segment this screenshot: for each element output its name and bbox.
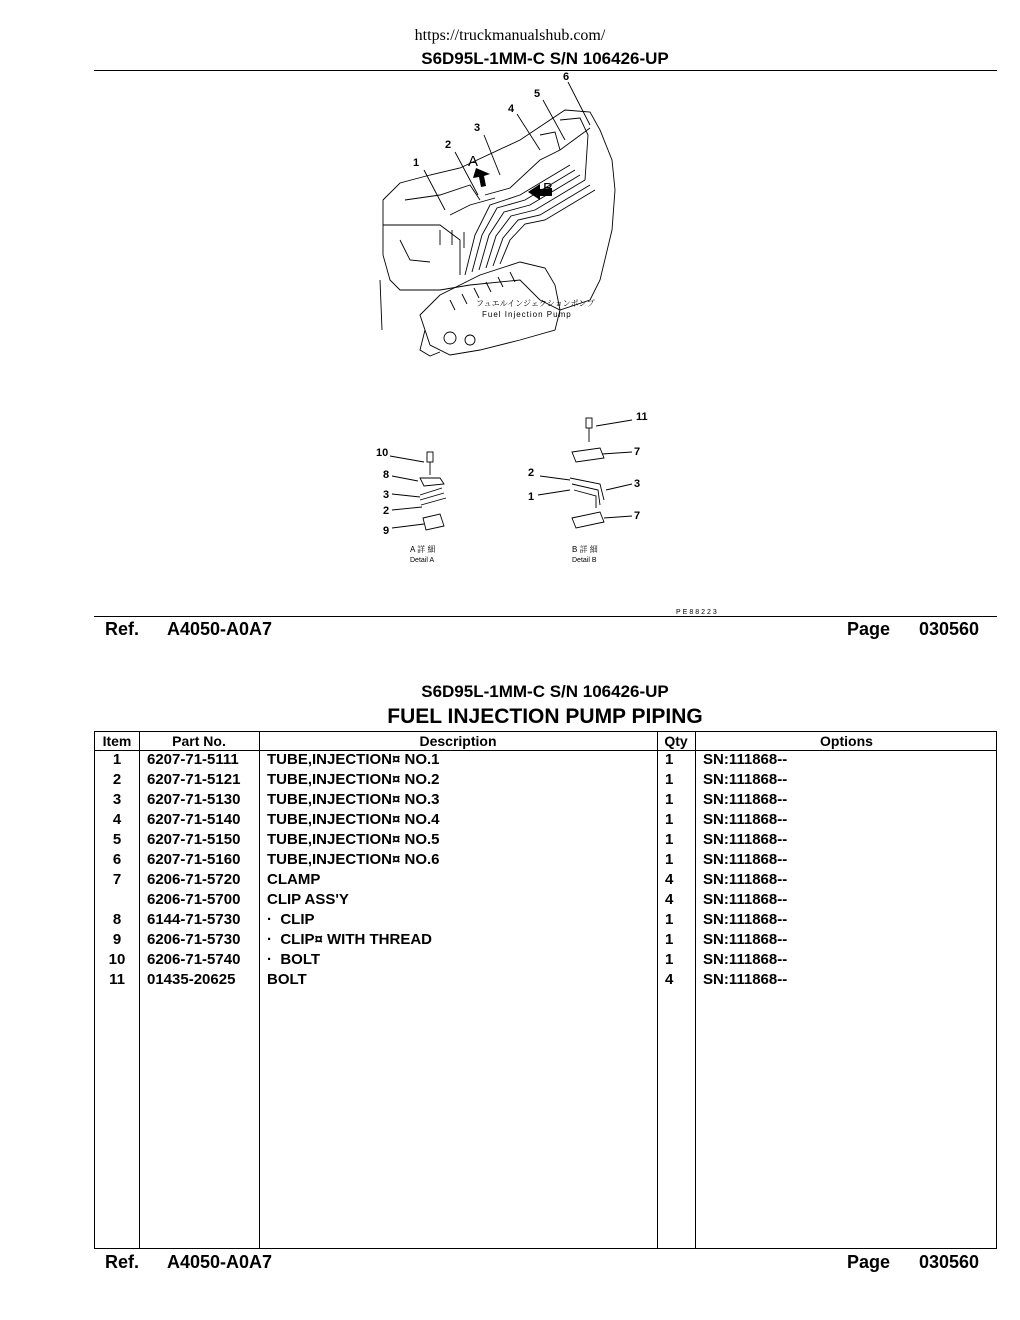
row-description: TUBE,INJECTION¤ NO.6: [267, 851, 440, 868]
section-title: FUEL INJECTION PUMP PIPING: [387, 705, 703, 728]
fuel-injection-pump: [420, 262, 560, 355]
row-options: SN:111868--: [703, 931, 788, 948]
row-options: SN:111868--: [703, 911, 788, 928]
row-qty: 4: [665, 871, 674, 888]
row-description: CLIP ASS'Y: [267, 891, 349, 908]
pump-label-jp: フュエルインジェクションポンプ: [476, 299, 595, 308]
row-part-no: 6207-71-5150: [147, 831, 241, 848]
row-item: 1: [112, 751, 122, 768]
row-qty: 4: [665, 891, 674, 908]
row-description: TUBE,INJECTION¤ NO.5: [267, 831, 440, 848]
table-row: [95, 831, 996, 851]
arrow-a-icon: [473, 168, 490, 187]
callout-4: 4: [508, 103, 515, 115]
row-item: 4: [112, 811, 122, 828]
row-options: SN:111868--: [703, 811, 788, 828]
callout-5: 5: [534, 88, 541, 100]
row-options: SN:111868--: [703, 751, 788, 768]
row-qty: 1: [665, 911, 674, 928]
source-url: https://truckmanualshub.com/: [414, 27, 606, 44]
footer2-page-label: Page: [847, 1252, 891, 1272]
col-header-qty: Qty: [664, 733, 688, 749]
table-row: [95, 951, 996, 971]
footer1-page-value: 030560: [919, 619, 980, 639]
detail-a-callout-9: 9: [383, 525, 390, 537]
detail-a-label-jp: A 詳 細: [410, 545, 436, 554]
table-row: [95, 751, 996, 771]
table-row: [95, 931, 996, 951]
row-part-no: 6206-71-5730: [147, 931, 241, 948]
row-description: TUBE,INJECTION¤ NO.4: [267, 811, 440, 828]
row-options: SN:111868--: [703, 771, 788, 788]
row-description: CLAMP: [267, 871, 321, 888]
row-qty: 1: [665, 771, 674, 788]
table-row: [95, 811, 996, 831]
pump-label-en: Fuel Injection Pump: [482, 310, 572, 319]
detail-b-label-jp: B 詳 細: [572, 545, 598, 554]
row-options: SN:111868--: [703, 871, 788, 888]
footer2-ref-label: Ref.: [105, 1252, 140, 1272]
col-header-options: Options: [820, 733, 873, 749]
table-row: [95, 851, 996, 871]
row-qty: 1: [665, 951, 674, 968]
detail-b-figure: [538, 418, 632, 528]
callout-2: 2: [445, 139, 452, 151]
section-model: S6D95L-1MM-C S/N 106426-UP: [421, 682, 669, 701]
col-header-desc: Description: [419, 733, 497, 749]
row-part-no: 6207-71-5140: [147, 811, 241, 828]
detail-a-figure: [390, 452, 446, 530]
row-part-no: 6206-71-5720: [147, 871, 241, 888]
footer1-divider: [94, 616, 997, 617]
table-row: [95, 871, 996, 891]
row-part-no: 6207-71-5121: [147, 771, 241, 788]
callout-1: 1: [413, 157, 420, 169]
table-row: [95, 911, 996, 931]
row-part-no: 01435-20625: [147, 971, 236, 988]
row-description: · BOLT: [267, 951, 321, 968]
footer2-page-value: 030560: [919, 1252, 980, 1272]
detail-b-callout-7a: 7: [634, 446, 641, 458]
row-qty: 1: [665, 811, 674, 828]
row-description: · CLIP¤ WITH THREAD: [267, 931, 432, 948]
footer2-ref-value: A4050-A0A7: [167, 1252, 273, 1272]
callout-6: 6: [563, 71, 570, 83]
parts-table: [94, 731, 997, 1249]
row-item: 9: [112, 931, 122, 948]
row-qty: 1: [665, 851, 674, 868]
row-options: SN:111868--: [703, 791, 788, 808]
row-item: 6: [112, 851, 122, 868]
row-part-no: 6207-71-5160: [147, 851, 241, 868]
row-part-no: 6207-71-5130: [147, 791, 241, 808]
row-options: SN:111868--: [703, 891, 788, 908]
detail-a-label-en: Detail A: [410, 557, 435, 564]
row-qty: 1: [665, 751, 674, 768]
row-description: TUBE,INJECTION¤ NO.3: [267, 791, 440, 808]
detail-a-callout-3: 3: [383, 489, 390, 501]
row-item: 2: [112, 771, 122, 788]
model-heading: S6D95L-1MM-C S/N 106426-UP: [421, 49, 669, 68]
row-qty: 1: [665, 791, 674, 808]
detail-b-callout-1: 1: [528, 491, 535, 503]
row-description: TUBE,INJECTION¤ NO.1: [267, 751, 440, 768]
row-description: · CLIP: [267, 911, 315, 928]
footer1-page-label: Page: [847, 619, 891, 639]
row-part-no: 6206-71-5700: [147, 891, 241, 908]
row-description: TUBE,INJECTION¤ NO.2: [267, 771, 440, 788]
detail-b-label-en: Detail B: [572, 557, 597, 564]
row-item: 8: [112, 911, 122, 928]
table-row: [95, 791, 996, 811]
row-part-no: 6144-71-5730: [147, 911, 241, 928]
row-item: 11: [109, 971, 125, 988]
row-options: SN:111868--: [703, 851, 788, 868]
exploded-parts-diagram: [0, 70, 1020, 616]
detail-a-callout-8: 8: [383, 469, 390, 481]
callout-3: 3: [474, 122, 481, 134]
footer1-ref-value: A4050-A0A7: [167, 619, 273, 639]
detail-b-callout-11: 11: [636, 411, 648, 423]
table-row: [95, 771, 996, 791]
detail-b-callout-7b: 7: [634, 510, 641, 522]
row-options: SN:111868--: [703, 831, 788, 848]
arrow-a-label: A: [468, 153, 479, 170]
row-part-no: 6207-71-5111: [147, 751, 239, 768]
arrow-b-label: B: [543, 180, 554, 197]
row-item: 5: [112, 831, 122, 848]
row-part-no: 6206-71-5740: [147, 951, 241, 968]
col-header-part: Part No.: [172, 733, 226, 749]
detail-a-callout-2: 2: [383, 505, 390, 517]
table-row: [95, 891, 996, 911]
row-options: SN:111868--: [703, 971, 788, 988]
col-header-item: Item: [102, 733, 132, 749]
footer1-ref-label: Ref.: [105, 619, 140, 639]
row-description: BOLT: [267, 971, 307, 988]
table-row: [95, 971, 996, 991]
row-options: SN:111868--: [703, 951, 788, 968]
row-item: 10: [108, 951, 126, 968]
row-qty: 1: [665, 831, 674, 848]
row-qty: 4: [665, 971, 674, 988]
row-qty: 1: [665, 931, 674, 948]
detail-b-callout-3: 3: [634, 478, 641, 490]
row-item: 7: [112, 871, 122, 888]
row-item: 3: [112, 791, 122, 808]
figure-code: PE88223: [676, 609, 719, 616]
detail-b-callout-2: 2: [528, 467, 535, 479]
detail-a-callout-10: 10: [376, 447, 389, 459]
